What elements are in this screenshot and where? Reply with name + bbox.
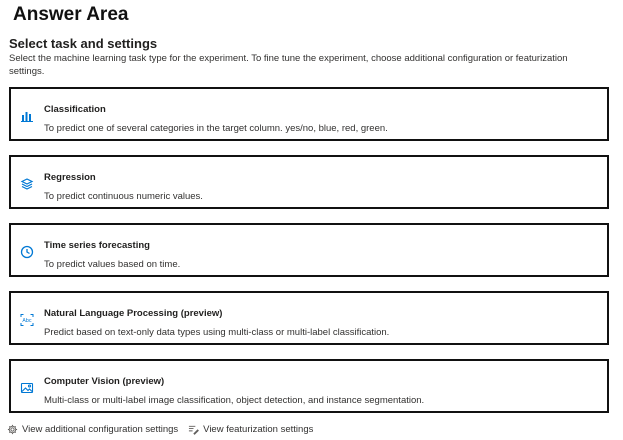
task-card-regression[interactable] [9, 155, 609, 209]
task-description: Multi-class or multi-label image classification, object detection, and instance segmentation. [44, 395, 425, 406]
task-name: Regression [44, 172, 96, 183]
task-description: To predict one of several categories in the target column. yes/no, blue, red, green. [44, 123, 388, 134]
task-name: Time series forecasting [44, 240, 150, 251]
gear-icon [7, 424, 18, 435]
view-featurization-settings-label: View featurization settings [203, 424, 314, 435]
featurization-icon [188, 424, 199, 435]
text-scan-icon [20, 313, 34, 327]
view-configuration-settings-label: View additional configuration settings [22, 424, 179, 435]
layers-icon [20, 177, 34, 191]
task-name: Classification [44, 104, 106, 115]
clock-icon [20, 245, 34, 259]
task-card-computer-vision[interactable] [9, 359, 609, 413]
svg-text:Abc: Abc [22, 318, 32, 324]
task-card-natural-language-processing[interactable] [9, 291, 609, 345]
section-title: Select task and settings [9, 36, 158, 51]
task-description: To predict continuous numeric values. [44, 191, 203, 202]
view-featurization-settings-link[interactable] [188, 424, 313, 435]
task-description: To predict values based on time. [44, 259, 181, 270]
task-card-classification[interactable] [9, 87, 609, 141]
task-name: Computer Vision (preview) [44, 376, 165, 387]
bar-chart-icon [20, 109, 34, 123]
image-icon [20, 381, 34, 395]
task-card-time-series-forecasting[interactable] [9, 223, 609, 277]
section-description: Select the machine learning task type for the experiment. To fine tune the experiment, choose additional configuration or featurization settings. [9, 53, 568, 77]
task-description: Predict based on text-only data types using multi-class or multi-label classification. [44, 327, 390, 338]
view-configuration-settings-link[interactable] [7, 424, 178, 435]
answer-area-title: Answer Area [13, 4, 129, 25]
task-name: Natural Language Processing (preview) [44, 308, 223, 319]
bottom-links [7, 424, 323, 435]
